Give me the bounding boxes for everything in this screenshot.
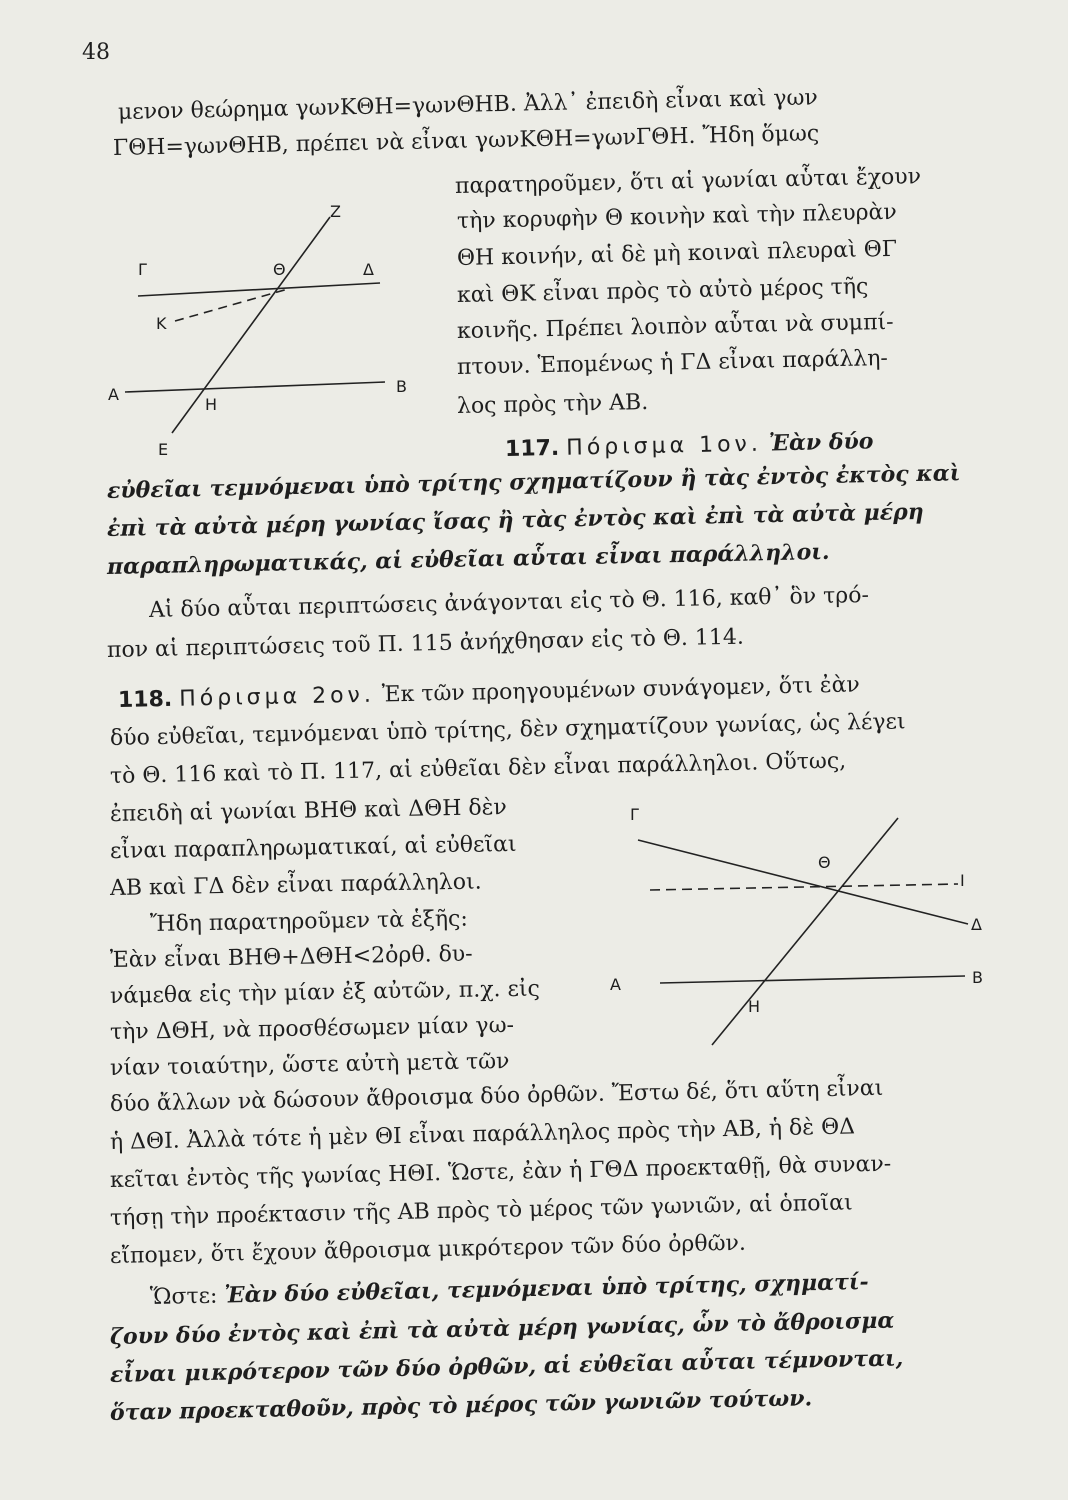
text-line: Αἱ δύο αὗται περιπτώσεις ἀνάγονται εἰς τὸ Θ. 116, καθ᾽ ὃν τρό-	[148, 582, 870, 623]
line-ab	[125, 382, 385, 392]
fig2-label: Θ	[818, 853, 831, 872]
text-line: τὴν κορυφὴν Θ κοινὴν καὶ τὴν πλευρὰν	[456, 199, 897, 234]
text-line: νίαν τοιαύτην, ὥστε αὐτὴ μετὰ τῶν	[109, 1049, 510, 1081]
fig1-label: Α	[108, 385, 119, 404]
section-118-heading	[118, 670, 860, 716]
theorem-line: εὐθεῖαι τεμνόμεναι ὑπὸ τρίτης σχηματίζουν ἢ τὰς ἐντὸς ἐκτὸς καὶ	[106, 460, 961, 504]
text-line: νάμεθα εἰς τὴν μίαν ἐξ αὐτῶν, π.χ. εἰς	[109, 976, 541, 1009]
conclusion-line: εἶναι μικρότερον τῶν δύο ὀρθῶν, αἱ εὐθεῖαι αὗται τέμνονται,	[109, 1345, 904, 1388]
figure-2	[600, 800, 1000, 1060]
text-line: ΑΒ καὶ ΓΔ δὲν εἶναι παράλληλοι.	[109, 869, 482, 901]
text-line: ΓΘΗ=γωνΘΗΒ, πρέπει νὰ εἶναι γωνΚΘΗ=γωνΓΘΗ. Ἤδη ὅμως	[112, 121, 820, 161]
conclusion-line: ὅταν προεκταθοῦν, πρὸς τὸ μέρος τῶν γωνιῶν τούτων.	[109, 1385, 813, 1426]
text-line: δύο εὐθεῖαι, τεμνόμεναι ὑπὸ τρίτης, δὲν σχηματίζουν γωνίας, ὡς λέγει	[109, 709, 906, 751]
page-number: 48	[82, 40, 110, 65]
conclusion-intro: Ὥστε:	[149, 1283, 218, 1310]
fig1-label: Ε	[158, 440, 169, 459]
text-line: λος πρὸς τὴν ΑΒ.	[456, 389, 649, 419]
text-line: εἶναι παραπληρωματικαί, αἱ εὐθεῖαι	[109, 831, 517, 864]
text-line: πτουν. Ἑπομένως ἡ ΓΔ εἶναι παράλλη-	[456, 345, 889, 380]
fig2-label: Γ	[630, 805, 639, 824]
text-line: Ἤδη παρατηροῦμεν τὰ ἑξῆς:	[149, 906, 469, 937]
fig2-label: Δ	[971, 915, 982, 934]
figure-1	[100, 195, 430, 460]
text-line: κεῖται ἐντὸς τῆς γωνίας ΗΘΙ. Ὥστε, ἐὰν ἡ ΓΘΔ προεκταθῇ, θὰ συναν-	[109, 1151, 892, 1193]
line-thi-dashed	[650, 884, 958, 890]
fig2-label: Ι	[960, 871, 965, 890]
fig2-label: Α	[610, 975, 621, 994]
conclusion-text: Ἐὰν δύο εὐθεῖαι, τεμνόμεναι ὑπὸ τρίτης, σχηματί-	[224, 1268, 869, 1309]
text-line: ΘΗ κοινήν, αἱ δὲ μὴ κοιναὶ πλευραὶ ΘΓ	[456, 236, 898, 271]
fig1-label: Δ	[363, 260, 374, 279]
fig1-label: Θ	[273, 260, 286, 279]
transversal	[712, 818, 898, 1045]
text-line: πον αἱ περιπτώσεις τοῦ Π. 115 ἀνήχθησαν εἰς τὸ Θ. 114.	[106, 624, 745, 663]
text-line: εἴπομεν, ὅτι ἔχουν ἄθροισμα μικρότερον τῶν δύο ὀρθῶν.	[109, 1230, 747, 1269]
fig1-label: Ζ	[330, 202, 341, 221]
text-line: δύο ἄλλων νὰ δώσουν ἄθροισμα δύο ὀρθῶν. Ἔστω δέ, ὅτι αὕτη εἶναι	[109, 1075, 884, 1117]
theorem-line: παραπληρωματικάς, αἱ εὐθεῖαι αὗται εἶναι παράλληλοι.	[106, 538, 830, 580]
text-line: τὴν ΔΘΗ, νὰ προσθέσωμεν μίαν γω-	[109, 1012, 515, 1045]
text-line: τὸ Θ. 116 καὶ τὸ Π. 117, αἱ εὐθεῖαι δὲν εἶναι παράλληλοι. Οὕτως,	[109, 748, 847, 789]
text-line: καὶ ΘΚ εἶναι πρὸς τὸ αὐτὸ μέρος τῆς	[456, 274, 869, 308]
fig2-label: Η	[748, 997, 761, 1016]
fig2-label: Β	[972, 968, 983, 987]
text-line: ἐπειδὴ αἱ γωνίαι ΒΗΘ καὶ ΔΘΗ δὲν	[109, 795, 508, 827]
section-title: Πόρισμα 2ον.	[178, 682, 376, 712]
text-line: ἡ ΔΘΙ. Ἀλλὰ τότε ἡ μὲν ΘΙ εἶναι παράλληλος πρὸς τὴν ΑΒ, ἡ δὲ ΘΔ	[109, 1114, 856, 1155]
conclusion-line: ζουν δύο ἐντὸς καὶ ἐπὶ τὰ αὐτὰ μέρη γωνίας, ὧν τὸ ἄθροισμα	[109, 1307, 895, 1350]
fig1-label: Κ	[156, 314, 167, 333]
line-gd	[638, 840, 968, 924]
text-line: κοινῆς. Πρέπει λοιπὸν αὗται νὰ συμπί-	[456, 309, 894, 344]
text-line: παρατηροῦμεν, ὅτι αἱ γωνίαι αὗται ἔχουν	[454, 164, 922, 199]
fig1-label: Γ	[138, 260, 147, 279]
text-line: Ἐὰν εἶναι ΒΗΘ+ΔΘΗ<2ὀρθ. δυ-	[109, 941, 473, 973]
section-number: 117.	[504, 435, 560, 462]
section-title: Πόρισμα 1ον.	[566, 431, 763, 461]
text-line: τήσῃ τὴν προέκτασιν τῆς ΑΒ πρὸς τὸ μέρος τῶν γωνιῶν, αἱ ὁποῖαι	[109, 1190, 853, 1231]
line-gd	[138, 283, 380, 296]
text-inline: Ἐκ τῶν προηγουμένων συνάγομεν, ὅτι ἐὰν	[381, 672, 861, 708]
text-line: μενον θεώρημα γωνΚΘΗ=γωνΘΗΒ. Ἀλλ᾽ ἐπειδὴ εἶναι καὶ γων	[117, 85, 819, 125]
theorem-line: ἐπὶ τὰ αὐτὰ μέρη γωνίας ἴσας ἢ τὰς ἐντὸς καὶ ἐπὶ τὰ αὐτὰ μέρη	[106, 498, 925, 542]
theorem-text: Ἐὰν δύο	[768, 428, 874, 457]
transversal	[172, 217, 330, 433]
line-ab	[660, 976, 965, 983]
section-number: 118.	[117, 686, 173, 713]
fig1-label: Η	[205, 395, 218, 414]
fig1-label: Β	[396, 377, 407, 396]
section-117-heading	[505, 426, 874, 465]
conclusion-line	[150, 1267, 869, 1313]
